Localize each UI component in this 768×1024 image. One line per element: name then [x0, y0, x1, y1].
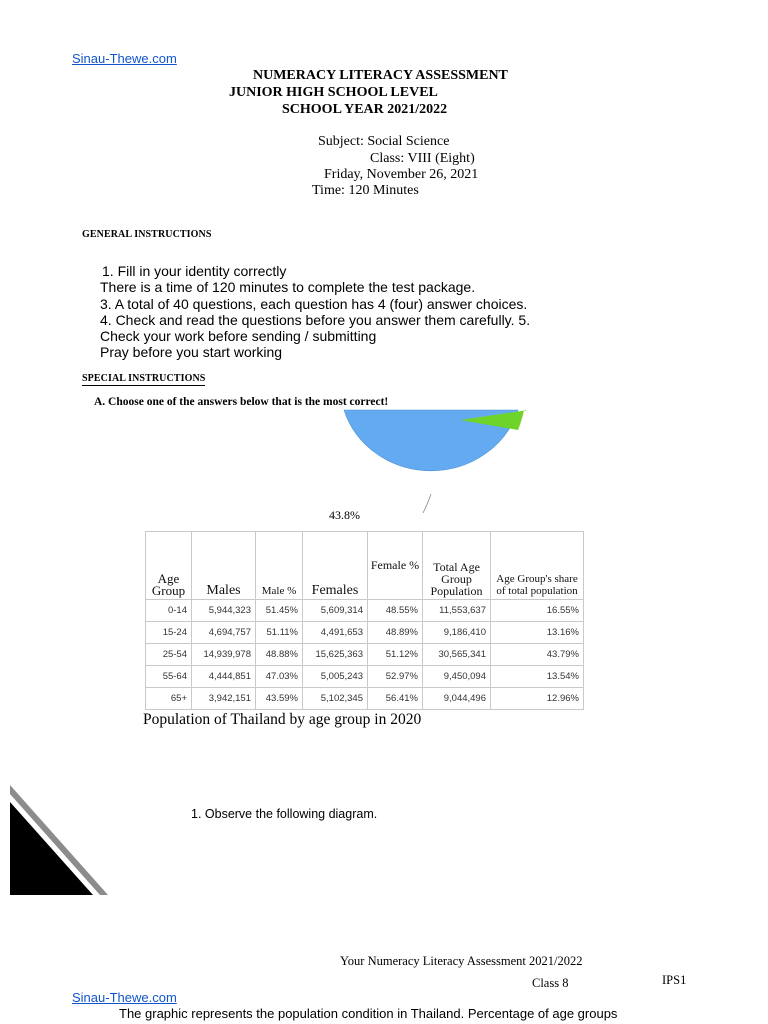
footer-assessment: Your Numeracy Literacy Assessment 2021/2022	[340, 954, 583, 968]
instruction-line: 3. A total of 40 questions, each question has 4 (four) answer choices.	[100, 295, 528, 312]
table-cell: 43.59%	[256, 688, 303, 710]
column-header: Age Group's share of total population	[491, 532, 584, 600]
table-cell: 47.03%	[256, 666, 303, 688]
column-header: Total Age Group Population	[423, 532, 491, 600]
table-cell: 4,444,851	[192, 666, 256, 688]
table-cell: 43.79%	[491, 644, 584, 666]
table-cell: 9,450,094	[423, 666, 491, 688]
table-header-row	[146, 532, 584, 600]
table-cell: 15,625,363	[303, 644, 368, 666]
instruction-line: There is a time of 120 minutes to complete the test package.	[100, 279, 476, 296]
time-line: Time: 120 Minutes	[312, 183, 419, 198]
table-cell: 12.96%	[491, 688, 584, 710]
date-line: Friday, November 26, 2021	[324, 167, 479, 182]
choose-answer-instruction: A. Choose one of the answers below that is the most correct!	[94, 396, 389, 408]
table-cell: 11,553,637	[423, 600, 491, 622]
header-link[interactable]: Sinau-Thewe.com	[72, 51, 177, 66]
table-cell: 3,942,151	[192, 688, 256, 710]
column-header: Age Group	[146, 532, 192, 600]
age-group-cell: 65+	[146, 688, 192, 710]
corner-decoration	[0, 780, 112, 898]
pie-data-label: 43.8%	[329, 508, 360, 522]
title-line-3: SCHOOL YEAR 2021/2022	[282, 102, 448, 117]
table-cell: 5,609,314	[303, 600, 368, 622]
table-row	[146, 666, 584, 688]
subject-line: Subject: Social Science	[318, 134, 450, 149]
table-row	[146, 688, 584, 710]
general-instructions-list	[100, 263, 530, 361]
instruction-line: 1. Fill in your identity correctly	[102, 263, 287, 279]
instruction-line: Pray before you start working	[100, 344, 283, 361]
age-group-cell: 15-24	[146, 622, 192, 644]
table-row	[146, 644, 584, 666]
table-row	[146, 622, 584, 644]
table-row	[146, 600, 584, 622]
table-cell: 16.55%	[491, 600, 584, 622]
footer-code: IPS1	[662, 973, 687, 987]
table-cell: 48.88%	[256, 644, 303, 666]
continuation-text: The graphic represents the population condition in Thailand. Percentage of age groups	[119, 1006, 618, 1021]
table-cell: 14,939,978	[192, 644, 256, 666]
population-table	[145, 531, 584, 710]
table-cell: 56.41%	[368, 688, 423, 710]
special-instructions-heading: SPECIAL INSTRUCTIONS	[82, 373, 206, 384]
question-1: 1. Observe the following diagram.	[191, 807, 378, 821]
table-cell: 52.97%	[368, 666, 423, 688]
table-cell: 5,944,323	[192, 600, 256, 622]
table-cell: 51.45%	[256, 600, 303, 622]
table-cell: 13.16%	[491, 622, 584, 644]
table-cell: 4,491,653	[303, 622, 368, 644]
age-group-cell: 25-54	[146, 644, 192, 666]
table-cell: 13.54%	[491, 666, 584, 688]
table-cell: 5,102,345	[303, 688, 368, 710]
table-cell: 51.12%	[368, 644, 423, 666]
footer-class: Class 8	[532, 976, 569, 990]
table-cell: 9,044,496	[423, 688, 491, 710]
table-cell: 5,005,243	[303, 666, 368, 688]
footer-link[interactable]: Sinau-Thewe.com	[72, 990, 177, 1005]
general-instructions-heading: GENERAL INSTRUCTIONS	[82, 229, 212, 240]
table-cell: 51.11%	[256, 622, 303, 644]
column-header: Females	[303, 532, 368, 600]
instruction-line: 4. Check and read the questions before you answer them carefully. 5.	[100, 311, 531, 328]
table-cell: 48.89%	[368, 622, 423, 644]
column-header: Male %	[256, 532, 303, 600]
table-cell: 4,694,757	[192, 622, 256, 644]
table-caption: Population of Thailand by age group in 2020	[143, 711, 422, 728]
column-header: Males	[192, 532, 256, 600]
title-line-2: JUNIOR HIGH SCHOOL LEVEL	[229, 85, 438, 100]
table-cell: 9,186,410	[423, 622, 491, 644]
population-table-wrapper	[145, 531, 583, 711]
instruction-line: Check your work before sending / submitting	[100, 328, 377, 345]
title-line-1: NUMERACY LITERACY ASSESSMENT	[253, 68, 508, 83]
table-cell: 30,565,341	[423, 644, 491, 666]
column-header: Female %	[368, 532, 423, 600]
age-group-cell: 0-14	[146, 600, 192, 622]
table-body	[146, 600, 584, 710]
age-group-cell: 55-64	[146, 666, 192, 688]
pie-chart	[338, 408, 538, 520]
table-cell: 48.55%	[368, 600, 423, 622]
pie-leader-line	[423, 494, 431, 513]
class-line: Class: VIII (Eight)	[370, 151, 475, 166]
